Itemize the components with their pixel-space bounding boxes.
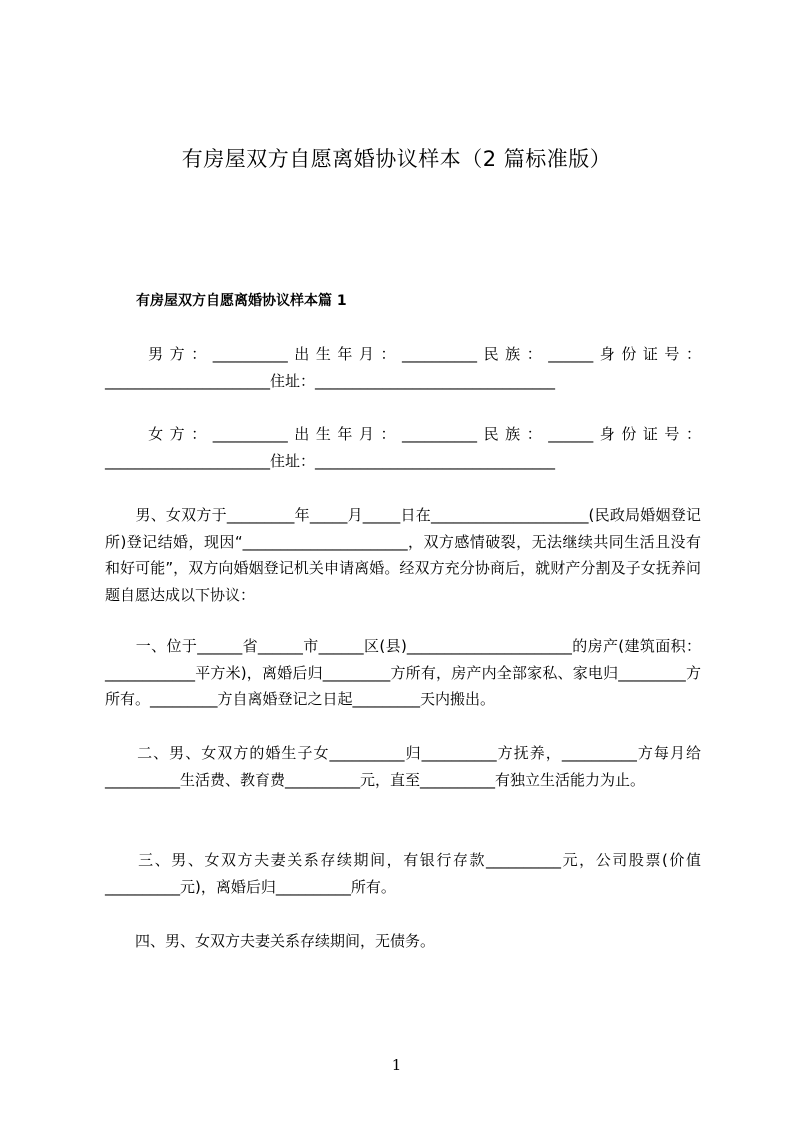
document-title: 有房屋双方自愿离婚协议样本（2 篇标准版） xyxy=(181,147,612,171)
paragraph-male-party: 男方：__________出生年月：__________民族：______身份证号：______________________住址：________________________________ xyxy=(105,345,701,390)
page-number: 1 xyxy=(391,1056,402,1074)
paragraph-female-party: 女方：__________出生年月：__________民族：______身份证号：______________________住址：________________________________ xyxy=(105,425,701,470)
paragraph-clause-4: 四、男、女双方夫妻关系存续期间，无债务。 xyxy=(105,932,436,950)
paragraph-clause-1: 一、位于______省______市______区(县)______________________的房产(建筑面积：____________平方米)，离婚后归_________方所有，房产内全部家私、家电归_________方所有。_________方自离婚登记之日起_________天内搬出。 xyxy=(105,637,701,708)
paragraph-clause-2: 二、男、女双方的婚生子女__________归__________方抚养，__________方每月给__________生活费、教育费__________元，直至__________有独立生活能力为止。 xyxy=(105,744,701,789)
section-heading: 有房屋双方自愿离婚协议样本篇 1 xyxy=(136,293,347,309)
paragraph-marriage-info: 男、女双方于_________年_____月_____日在_____________________(民政局婚姻登记所)登记结婚，现因“______________________，双方感情破裂，无法继续共同生活且没有和好可能”，双方向婚姻登记机关申请离婚。经双方充分协商后，就财产分割及子女抚养问题自愿达成以下协议： xyxy=(105,506,701,604)
paragraph-clause-3: 三、男、女双方夫妻关系存续期间，有银行存款__________元，公司股票(价值__________元)，离婚后归__________所有。 xyxy=(105,851,701,896)
